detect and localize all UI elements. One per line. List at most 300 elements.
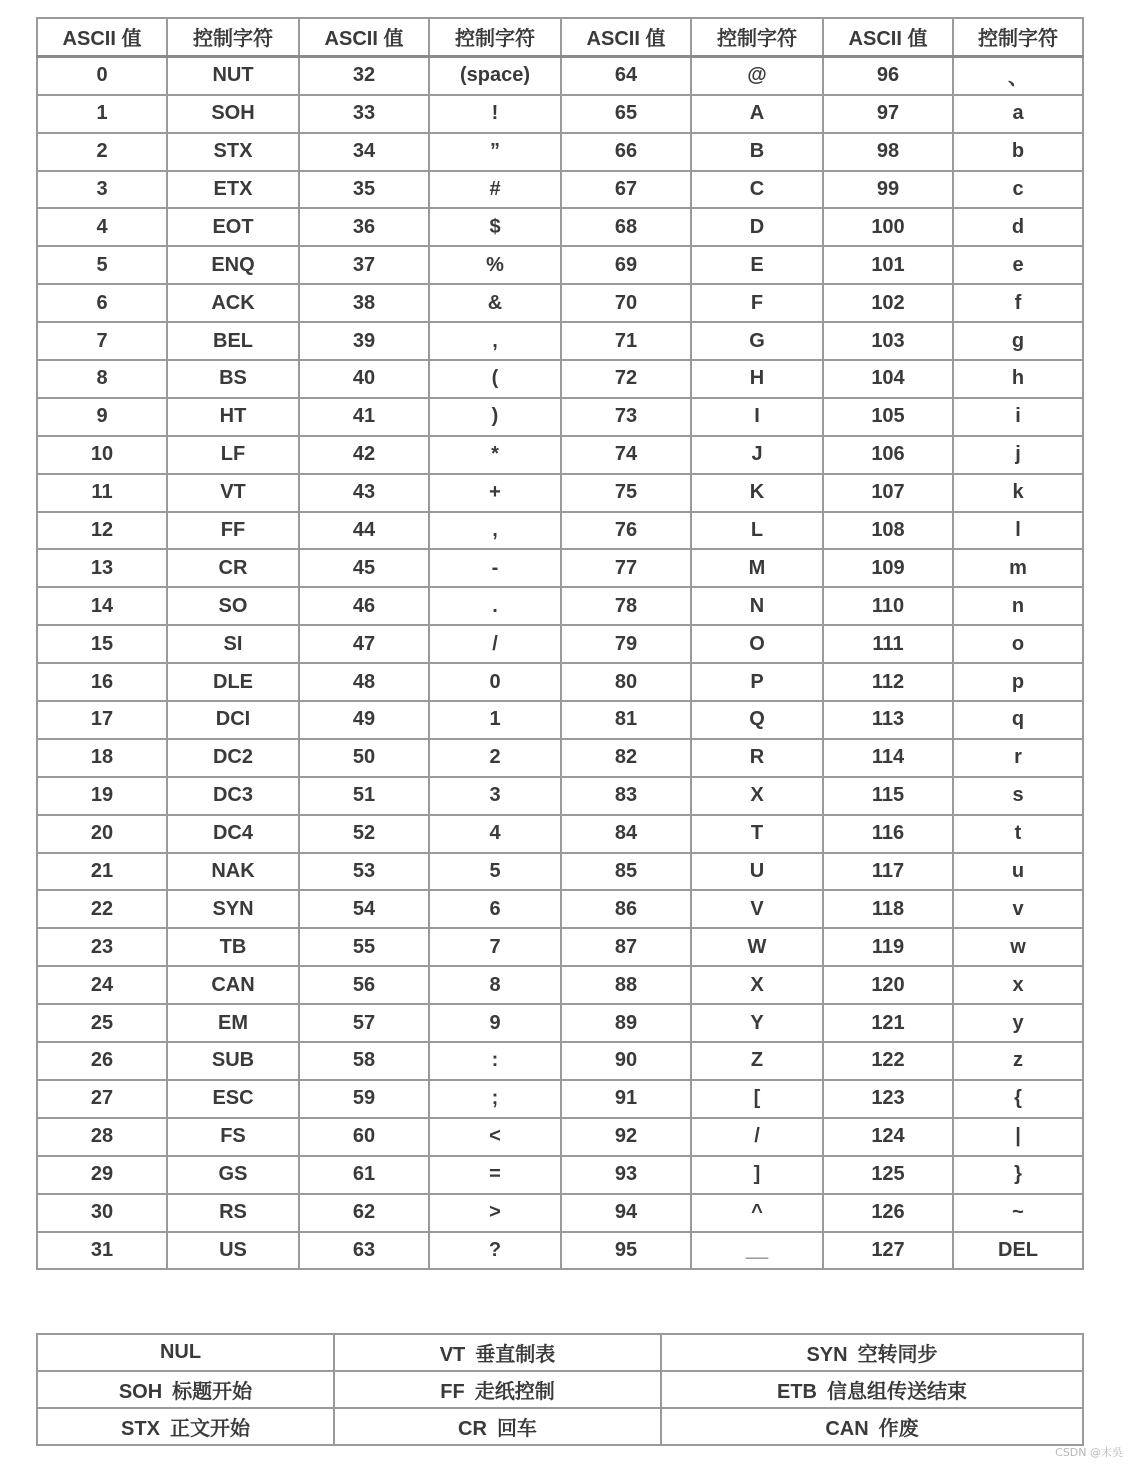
ascii-value-cell: 13: [37, 549, 167, 587]
character-cell: e: [953, 246, 1083, 284]
ascii-value-cell: 54: [299, 890, 429, 928]
character-cell: <: [429, 1118, 561, 1156]
character-cell: @: [691, 56, 823, 94]
ascii-value-cell: 86: [561, 890, 691, 928]
character-cell: F: [691, 284, 823, 322]
ascii-value-cell: 63: [299, 1232, 429, 1270]
character-cell: HT: [167, 398, 299, 436]
character-cell: DC3: [167, 777, 299, 815]
ascii-value-cell: 68: [561, 208, 691, 246]
legend-description: 作废: [878, 1418, 919, 1440]
table-row: [37, 1194, 1083, 1232]
table-row: [37, 928, 1083, 966]
character-cell: +: [429, 474, 561, 512]
ascii-value-cell: 119: [823, 928, 953, 966]
character-cell: ~: [953, 1194, 1083, 1232]
legend-table: [36, 1333, 1084, 1446]
ascii-value-cell: 52: [299, 815, 429, 853]
ascii-value-cell: 22: [37, 890, 167, 928]
legend-description: 回车: [496, 1418, 537, 1440]
table-row: [37, 1118, 1083, 1156]
character-cell: ): [429, 398, 561, 436]
character-cell: m: [953, 549, 1083, 587]
table-row: [37, 890, 1083, 928]
character-cell: FF: [167, 512, 299, 550]
table-row: [37, 853, 1083, 891]
character-cell: US: [167, 1232, 299, 1270]
character-cell: b: [953, 133, 1083, 171]
character-cell: k: [953, 474, 1083, 512]
ascii-value-cell: 28: [37, 1118, 167, 1156]
ascii-value-cell: 81: [561, 701, 691, 739]
character-cell: BS: [167, 360, 299, 398]
ascii-value-cell: 87: [561, 928, 691, 966]
character-cell: $: [429, 208, 561, 246]
ascii-value-cell: 76: [561, 512, 691, 550]
character-cell: BEL: [167, 322, 299, 360]
character-cell: t: [953, 815, 1083, 853]
ascii-value-cell: 121: [823, 1004, 953, 1042]
ascii-value-cell: 78: [561, 587, 691, 625]
table-row: [37, 246, 1083, 284]
character-cell: J: [691, 436, 823, 474]
ascii-value-cell: 48: [299, 663, 429, 701]
character-cell: EM: [167, 1004, 299, 1042]
ascii-value-cell: 55: [299, 928, 429, 966]
character-cell: -: [429, 549, 561, 587]
ascii-value-cell: 46: [299, 587, 429, 625]
character-cell: =: [429, 1156, 561, 1194]
table-row: [37, 360, 1083, 398]
character-cell: *: [429, 436, 561, 474]
character-cell: P: [691, 663, 823, 701]
ascii-value-cell: 60: [299, 1118, 429, 1156]
character-cell: CAN: [167, 966, 299, 1004]
character-cell: %: [429, 246, 561, 284]
legend-code: NUL: [159, 1341, 202, 1363]
character-cell: I: [691, 398, 823, 436]
character-cell: v: [953, 890, 1083, 928]
character-cell: |: [953, 1118, 1083, 1156]
ascii-value-cell: 123: [823, 1080, 953, 1118]
character-cell: GS: [167, 1156, 299, 1194]
character-cell: DLE: [167, 663, 299, 701]
ascii-value-cell: 89: [561, 1004, 691, 1042]
character-cell: {: [953, 1080, 1083, 1118]
character-cell: O: [691, 625, 823, 663]
ascii-value-cell: 126: [823, 1194, 953, 1232]
character-cell: !: [429, 95, 561, 133]
ascii-value-cell: 85: [561, 853, 691, 891]
ascii-value-cell: 114: [823, 739, 953, 777]
ascii-value-cell: 127: [823, 1232, 953, 1270]
ascii-value-cell: 94: [561, 1194, 691, 1232]
ascii-value-cell: 6: [37, 284, 167, 322]
character-cell: DC4: [167, 815, 299, 853]
ascii-value-cell: 104: [823, 360, 953, 398]
ascii-value-cell: 118: [823, 890, 953, 928]
character-cell: W: [691, 928, 823, 966]
ascii-value-cell: 50: [299, 739, 429, 777]
ascii-value-cell: 83: [561, 777, 691, 815]
character-cell: x: [953, 966, 1083, 1004]
character-cell: /: [429, 625, 561, 663]
ascii-value-cell: 24: [37, 966, 167, 1004]
ascii-value-cell: 57: [299, 1004, 429, 1042]
character-cell: &: [429, 284, 561, 322]
character-cell: CR: [167, 549, 299, 587]
ascii-value-cell: 80: [561, 663, 691, 701]
ascii-value-cell: 93: [561, 1156, 691, 1194]
legend-row: [37, 1408, 1083, 1445]
ascii-value-cell: 90: [561, 1042, 691, 1080]
character-cell: SI: [167, 625, 299, 663]
character-cell: VT: [167, 474, 299, 512]
table-row: [37, 625, 1083, 663]
legend-cell: [334, 1371, 661, 1408]
ascii-value-cell: 108: [823, 512, 953, 550]
ascii-value-cell: 9: [37, 398, 167, 436]
character-cell: w: [953, 928, 1083, 966]
character-cell: 4: [429, 815, 561, 853]
ascii-value-cell: 41: [299, 398, 429, 436]
character-cell: R: [691, 739, 823, 777]
ascii-value-cell: 105: [823, 398, 953, 436]
ascii-value-cell: 30: [37, 1194, 167, 1232]
ascii-value-cell: 73: [561, 398, 691, 436]
ascii-value-cell: 43: [299, 474, 429, 512]
table-row: [37, 815, 1083, 853]
character-cell: ACK: [167, 284, 299, 322]
ascii-value-cell: 116: [823, 815, 953, 853]
ascii-value-cell: 79: [561, 625, 691, 663]
legend-description: 垂直制表: [475, 1344, 556, 1366]
character-cell: SUB: [167, 1042, 299, 1080]
character-cell: DCI: [167, 701, 299, 739]
character-cell: G: [691, 322, 823, 360]
character-cell: T: [691, 815, 823, 853]
table-row: [37, 436, 1083, 474]
ascii-value-cell: 12: [37, 512, 167, 550]
column-header-ascii-value: ASCII 值: [299, 18, 429, 56]
character-cell: n: [953, 587, 1083, 625]
character-cell: ENQ: [167, 246, 299, 284]
ascii-value-cell: 2: [37, 133, 167, 171]
character-cell: Z: [691, 1042, 823, 1080]
ascii-value-cell: 35: [299, 171, 429, 209]
character-cell: 3: [429, 777, 561, 815]
character-cell: NUT: [167, 56, 299, 94]
ascii-value-cell: 45: [299, 549, 429, 587]
character-cell: p: [953, 663, 1083, 701]
table-row: [37, 663, 1083, 701]
legend-code: FF: [440, 1381, 465, 1403]
character-cell: u: [953, 853, 1083, 891]
ascii-value-cell: 11: [37, 474, 167, 512]
ascii-value-cell: 25: [37, 1004, 167, 1042]
ascii-value-cell: 42: [299, 436, 429, 474]
legend-description: 信息组传送结束: [827, 1381, 967, 1403]
ascii-value-cell: 69: [561, 246, 691, 284]
ascii-value-cell: 101: [823, 246, 953, 284]
table-row: [37, 549, 1083, 587]
ascii-value-cell: 53: [299, 853, 429, 891]
ascii-value-cell: 117: [823, 853, 953, 891]
table-row: [37, 1080, 1083, 1118]
character-cell: a: [953, 95, 1083, 133]
ascii-value-cell: 95: [561, 1232, 691, 1270]
character-cell: h: [953, 360, 1083, 398]
table-row: [37, 474, 1083, 512]
ascii-value-cell: 1: [37, 95, 167, 133]
character-cell: LF: [167, 436, 299, 474]
table-row: [37, 1042, 1083, 1080]
legend-row: [37, 1371, 1083, 1408]
ascii-value-cell: 8: [37, 360, 167, 398]
ascii-value-cell: 10: [37, 436, 167, 474]
legend-description: 走纸控制: [474, 1381, 555, 1403]
column-header-control-char: 控制字符: [429, 18, 561, 56]
ascii-value-cell: 44: [299, 512, 429, 550]
table-row: [37, 966, 1083, 1004]
ascii-value-cell: 91: [561, 1080, 691, 1118]
table-row: [37, 512, 1083, 550]
ascii-value-cell: 88: [561, 966, 691, 1004]
column-header-ascii-value: ASCII 值: [561, 18, 691, 56]
table-header-row: [37, 18, 1083, 56]
character-cell: L: [691, 512, 823, 550]
character-cell: ]: [691, 1156, 823, 1194]
ascii-value-cell: 20: [37, 815, 167, 853]
ascii-value-cell: 5: [37, 246, 167, 284]
character-cell: o: [953, 625, 1083, 663]
ascii-value-cell: 0: [37, 56, 167, 94]
ascii-value-cell: 32: [299, 56, 429, 94]
ascii-value-cell: 4: [37, 208, 167, 246]
table-row: [37, 587, 1083, 625]
character-cell: l: [953, 512, 1083, 550]
character-cell: r: [953, 739, 1083, 777]
table-row: [37, 208, 1083, 246]
ascii-value-cell: 31: [37, 1232, 167, 1270]
ascii-value-cell: 64: [561, 56, 691, 94]
legend-cell: [334, 1334, 661, 1371]
table-row: [37, 171, 1083, 209]
ascii-value-cell: 124: [823, 1118, 953, 1156]
table-row: [37, 777, 1083, 815]
table-row: [37, 1004, 1083, 1042]
ascii-value-cell: 109: [823, 549, 953, 587]
ascii-value-cell: 18: [37, 739, 167, 777]
character-cell: X: [691, 966, 823, 1004]
legend-row: [37, 1334, 1083, 1371]
character-cell: c: [953, 171, 1083, 209]
table-row: [37, 133, 1083, 171]
legend-cell: [334, 1408, 661, 1445]
character-cell: ?: [429, 1232, 561, 1270]
ascii-value-cell: 74: [561, 436, 691, 474]
legend-code: VT: [439, 1344, 466, 1366]
character-cell: STX: [167, 133, 299, 171]
character-cell: TB: [167, 928, 299, 966]
ascii-value-cell: 82: [561, 739, 691, 777]
legend-code: STX: [121, 1418, 160, 1440]
ascii-value-cell: 66: [561, 133, 691, 171]
legend-description: 标题开始: [172, 1381, 253, 1403]
ascii-value-cell: 120: [823, 966, 953, 1004]
ascii-value-cell: 58: [299, 1042, 429, 1080]
character-cell: ;: [429, 1080, 561, 1118]
character-cell: ESC: [167, 1080, 299, 1118]
ascii-value-cell: 23: [37, 928, 167, 966]
legend-code: CR: [458, 1418, 487, 1440]
ascii-value-cell: 112: [823, 663, 953, 701]
ascii-value-cell: 97: [823, 95, 953, 133]
ascii-value-cell: 26: [37, 1042, 167, 1080]
ascii-value-cell: 15: [37, 625, 167, 663]
character-cell: X: [691, 777, 823, 815]
ascii-value-cell: 113: [823, 701, 953, 739]
character-cell: ,: [429, 512, 561, 550]
legend-code: SYN: [806, 1344, 848, 1366]
ascii-value-cell: 111: [823, 625, 953, 663]
ascii-value-cell: 67: [561, 171, 691, 209]
ascii-value-cell: 84: [561, 815, 691, 853]
ascii-value-cell: 37: [299, 246, 429, 284]
character-cell: s: [953, 777, 1083, 815]
character-cell: ”: [429, 133, 561, 171]
character-cell: ,: [429, 322, 561, 360]
ascii-value-cell: 72: [561, 360, 691, 398]
character-cell: DC2: [167, 739, 299, 777]
character-cell: C: [691, 171, 823, 209]
character-cell: 9: [429, 1004, 561, 1042]
ascii-value-cell: 100: [823, 208, 953, 246]
ascii-value-cell: 29: [37, 1156, 167, 1194]
character-cell: SYN: [167, 890, 299, 928]
ascii-value-cell: 3: [37, 171, 167, 209]
character-cell: (space): [429, 56, 561, 94]
table-row: [37, 398, 1083, 436]
ascii-value-cell: 34: [299, 133, 429, 171]
character-cell: E: [691, 246, 823, 284]
ascii-value-cell: 39: [299, 322, 429, 360]
ascii-value-cell: 92: [561, 1118, 691, 1156]
table-row: [37, 1156, 1083, 1194]
character-cell: .: [429, 587, 561, 625]
ascii-value-cell: 33: [299, 95, 429, 133]
legend-code: CAN: [825, 1418, 869, 1440]
character-cell: 、: [953, 56, 1083, 94]
character-cell: >: [429, 1194, 561, 1232]
character-cell: 1: [429, 701, 561, 739]
character-cell: 8: [429, 966, 561, 1004]
watermark-text: CSDN @末吳: [1055, 1446, 1123, 1459]
ascii-value-cell: 21: [37, 853, 167, 891]
ascii-value-cell: 122: [823, 1042, 953, 1080]
character-cell: [: [691, 1080, 823, 1118]
table-row: [37, 701, 1083, 739]
ascii-value-cell: 56: [299, 966, 429, 1004]
ascii-value-cell: 47: [299, 625, 429, 663]
legend-cell: [37, 1408, 334, 1445]
character-cell: __: [691, 1232, 823, 1270]
ascii-value-cell: 98: [823, 133, 953, 171]
legend-cell: [661, 1408, 1083, 1445]
character-cell: Y: [691, 1004, 823, 1042]
table-row: [37, 739, 1083, 777]
ascii-value-cell: 27: [37, 1080, 167, 1118]
legend-cell: [661, 1334, 1083, 1371]
character-cell: (: [429, 360, 561, 398]
ascii-value-cell: 103: [823, 322, 953, 360]
character-cell: z: [953, 1042, 1083, 1080]
ascii-value-cell: 96: [823, 56, 953, 94]
ascii-table: [36, 17, 1084, 1270]
table-row: [37, 322, 1083, 360]
column-header-control-char: 控制字符: [691, 18, 823, 56]
character-cell: B: [691, 133, 823, 171]
character-cell: U: [691, 853, 823, 891]
ascii-value-cell: 99: [823, 171, 953, 209]
character-cell: i: [953, 398, 1083, 436]
ascii-value-cell: 14: [37, 587, 167, 625]
character-cell: Q: [691, 701, 823, 739]
character-cell: 7: [429, 928, 561, 966]
legend-cell: [661, 1371, 1083, 1408]
character-cell: N: [691, 587, 823, 625]
character-cell: :: [429, 1042, 561, 1080]
ascii-value-cell: 102: [823, 284, 953, 322]
table-row: [37, 95, 1083, 133]
character-cell: y: [953, 1004, 1083, 1042]
ascii-value-cell: 49: [299, 701, 429, 739]
ascii-value-cell: 62: [299, 1194, 429, 1232]
character-cell: 5: [429, 853, 561, 891]
legend-code: ETB: [777, 1381, 817, 1403]
character-cell: 6: [429, 890, 561, 928]
table-row: [37, 56, 1083, 94]
ascii-value-cell: 17: [37, 701, 167, 739]
character-cell: 0: [429, 663, 561, 701]
character-cell: 2: [429, 739, 561, 777]
ascii-value-cell: 40: [299, 360, 429, 398]
character-cell: M: [691, 549, 823, 587]
column-header-ascii-value: ASCII 值: [37, 18, 167, 56]
character-cell: K: [691, 474, 823, 512]
character-cell: SO: [167, 587, 299, 625]
character-cell: H: [691, 360, 823, 398]
legend-description: 正文开始: [169, 1418, 250, 1440]
character-cell: j: [953, 436, 1083, 474]
ascii-value-cell: 110: [823, 587, 953, 625]
legend-cell: [37, 1371, 334, 1408]
legend-cell: [37, 1334, 334, 1371]
character-cell: f: [953, 284, 1083, 322]
character-cell: RS: [167, 1194, 299, 1232]
ascii-value-cell: 75: [561, 474, 691, 512]
character-cell: A: [691, 95, 823, 133]
column-header-ascii-value: ASCII 值: [823, 18, 953, 56]
character-cell: d: [953, 208, 1083, 246]
character-cell: EOT: [167, 208, 299, 246]
ascii-value-cell: 61: [299, 1156, 429, 1194]
ascii-value-cell: 7: [37, 322, 167, 360]
character-cell: ^: [691, 1194, 823, 1232]
character-cell: DEL: [953, 1232, 1083, 1270]
character-cell: D: [691, 208, 823, 246]
ascii-value-cell: 107: [823, 474, 953, 512]
